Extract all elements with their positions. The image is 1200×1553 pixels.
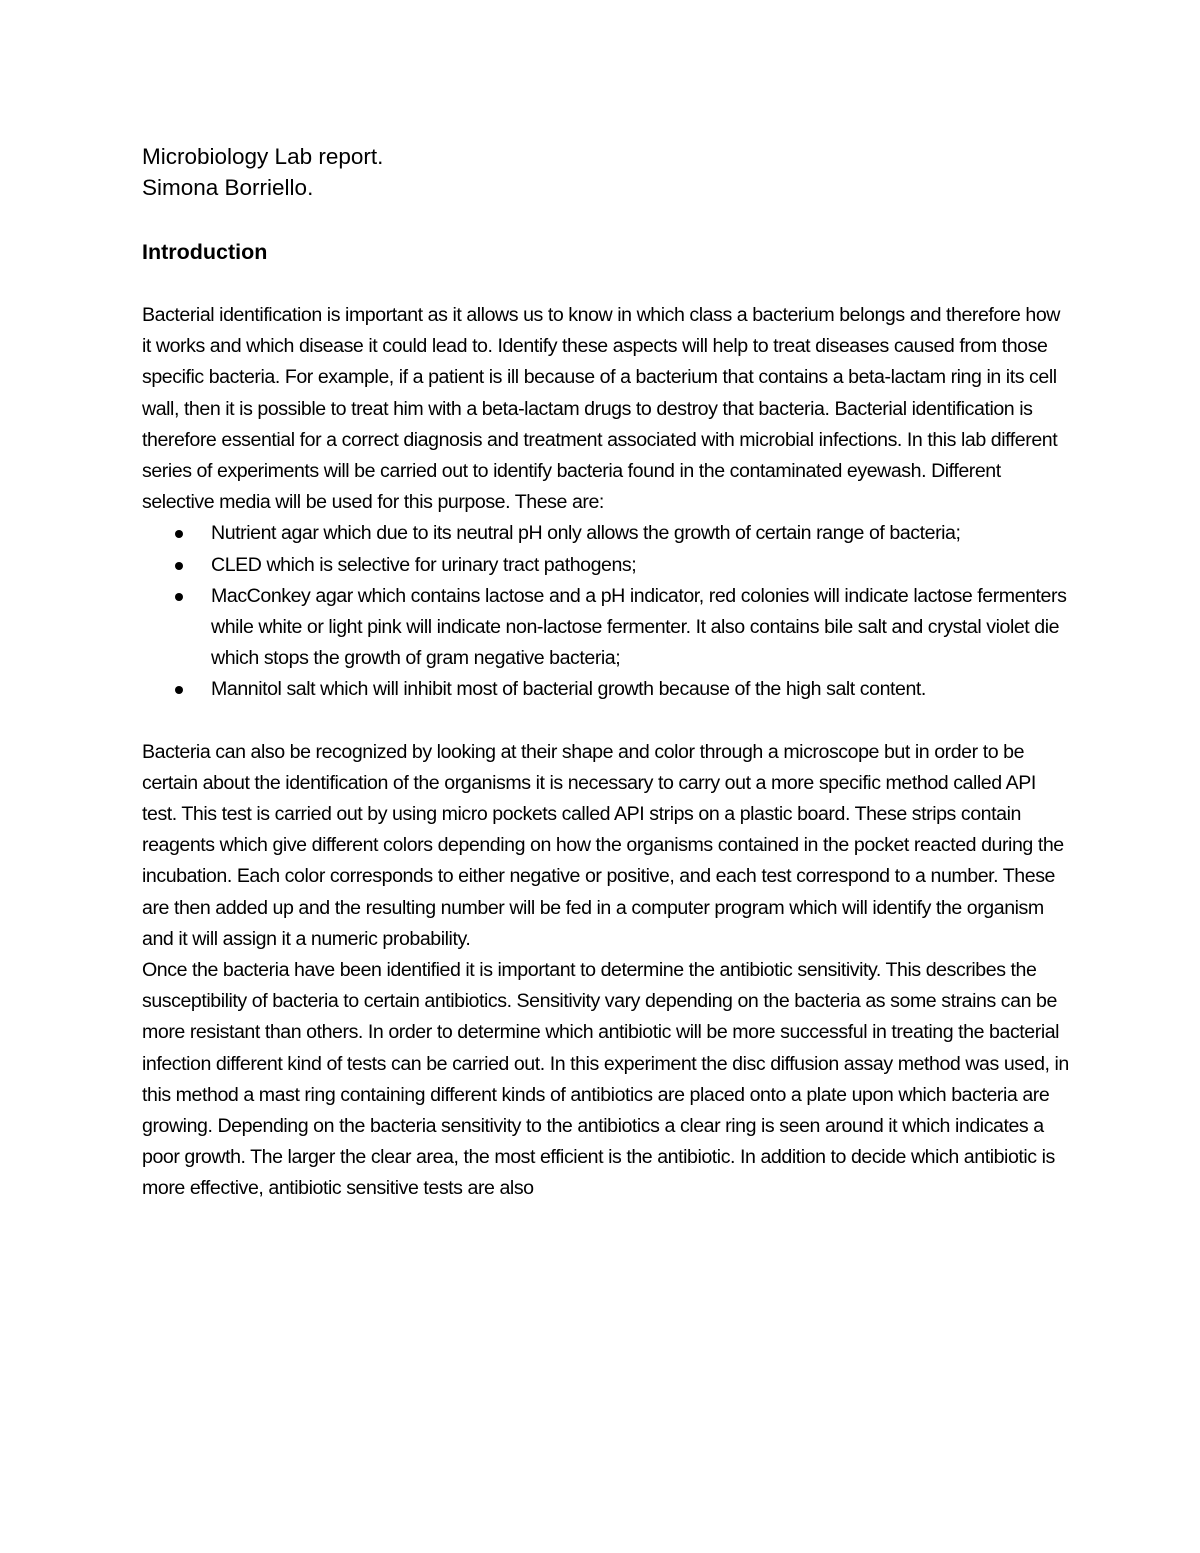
- list-item-text: CLED which is selective for urinary tract pathogens;: [211, 553, 637, 576]
- paragraph-antibiotic-sensitivity: Once the bacteria have been identified it is important to determine the antibiotic sensitivity. This describes the susceptibility of bacteria to certain antibiotics. Sensitivity vary depending on the bacteria as some strains can be more resistant than others. In order to determine which antibiotic will be more successful in treating the bacterial infection different kind of tests can be carried out. In this experiment the disc diffusion assay method was used, in this method a mast ring containing different kinds of antibiotics are placed onto a plate upon which bacteria are growing. Depending on the bacteria sensitivity to the antibiotics a clear ring is seen around it which indicates a poor growth. The larger the clear area, the most efficient is the antibiotic. In addition to decide which antibiotic is more effective, antibiotic sensitive tests are also: [142, 959, 1069, 1200]
- media-list: [142, 518, 1072, 705]
- section-heading-introduction: Introduction: [142, 240, 268, 264]
- report-title: Microbiology Lab report.: [142, 144, 384, 169]
- list-item: [211, 518, 1072, 549]
- author-name: Simona Borriello.: [142, 175, 314, 200]
- list-item: [211, 550, 1072, 581]
- paragraph-api-test: Bacteria can also be recognized by looking at their shape and color through a microscope but in order to be certain about the identification of the organisms it is necessary to carry out a more specific method called API test. This test is carried out by using micro pockets called API strips on a plastic board. These strips contain reagents which give different colors depending on how the organisms contained in the pocket reacted during the incubation. Each color corresponds to either negative or positive, and each test correspond to a number. These are then added up and the resulting number will be fed in a computer program which will identify the organism and it will assign it a numeric probability.: [142, 740, 1064, 950]
- list-item-text: Mannitol salt which will inhibit most of bacterial growth because of the high salt content.: [211, 678, 926, 701]
- document-page: [142, 141, 1072, 1205]
- list-item-text: Nutrient agar which due to its neutral pH only allows the growth of certain range of bacteria;: [211, 522, 961, 545]
- bullet-icon: [175, 530, 183, 538]
- list-item: [211, 581, 1072, 675]
- bullet-icon: [175, 686, 183, 694]
- bullet-icon: [175, 593, 183, 601]
- list-item: [211, 674, 1072, 705]
- paragraph-spacer: [142, 706, 1072, 737]
- list-item-text: MacConkey agar which contains lactose and a pH indicator, red colonies will indicate lactose fermenters while white or light pink will indicate non-lactose fermenter. It also contains bile salt and crystal violet die which stops the growth of gram negative bacteria;: [211, 584, 1067, 670]
- paragraph-identification: Bacterial identification is important as it allows us to know in which class a bacterium belongs and therefore how it works and which disease it could lead to. Identify these aspects will help to treat diseases caused from those specific bacteria. For example, if a patient is ill because of a bacterium that contains a beta-lactam ring in its cell wall, then it is possible to treat him with a beta-lactam drugs to destroy that bacteria. Bacterial identification is therefore essential for a correct diagnosis and treatment associated with microbial infections. In this lab different series of experiments will be carried out to identify bacteria found in the contaminated eyewash. Different selective media will be used for this purpose. These are:: [142, 304, 1060, 514]
- bullet-icon: [175, 562, 183, 570]
